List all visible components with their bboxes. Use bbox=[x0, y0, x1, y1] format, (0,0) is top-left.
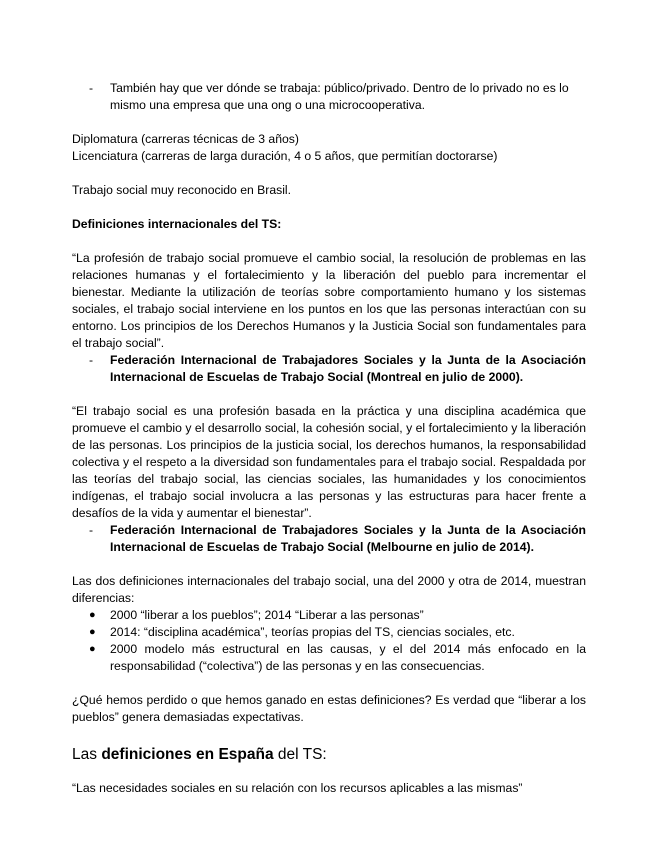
bullet-marker: ● bbox=[89, 643, 96, 655]
degree-line: Diplomatura (carreras técnicas de 3 años) bbox=[72, 132, 299, 146]
list-item bbox=[72, 641, 586, 675]
heading-emphasis: definiciones en España bbox=[101, 746, 274, 763]
list-item bbox=[72, 607, 586, 624]
dash-list-item bbox=[72, 80, 586, 114]
section-heading-spain bbox=[72, 745, 586, 765]
difference-text: 2000 “liberar a los pueblos”; 2014 “Liberar a las personas” bbox=[110, 608, 424, 622]
definition-source-2014 bbox=[72, 522, 586, 556]
source-text: Federación Internacional de Trabajadores Sociales y la Junta de la Asociación Internacional de Escuelas de Trabajo Social (Montreal en julio de 2000). bbox=[110, 353, 586, 384]
list-item-text: También hay que ver dónde se trabaja: público/privado. Dentro de lo privado no es lo mismo una empresa que una ong o una microcooperativa. bbox=[110, 81, 569, 112]
source-text: Federación Internacional de Trabajadores Sociales y la Junta de la Asociación Internacional de Escuelas de Trabajo Social (Melbourne en julio de 2014). bbox=[110, 523, 586, 554]
reflection-question: ¿Qué hemos perdido o que hemos ganado en estas definiciones? Es verdad que “liberar a los pueblos” genera demasiadas expectativas. bbox=[72, 693, 586, 724]
brazil-note: Trabajo social muy reconocido en Brasil. bbox=[72, 183, 292, 197]
dash-marker: - bbox=[89, 81, 94, 95]
comparison-intro: Las dos definiciones internacionales del trabajo social, una del 2000 y otra de 2014, muestran diferencias: bbox=[72, 574, 586, 605]
dash-marker: - bbox=[89, 523, 94, 537]
difference-text: 2000 modelo más estructural en las causas, y el del 2014 más enfocado en la responsabilidad (“colectiva”) de las personas y en las consecuencias. bbox=[110, 642, 586, 673]
definition-quote-2000: “La profesión de trabajo social promueve el cambio social, la resolución de problemas en las relaciones humanas y el fortalecimiento y la liberación del pueblo para incrementar el bienestar. Mediante la utilización de teorías sobre comportamiento humano y los sistemas sociales, el trabajo social interviene en los puntos en los que las personas interactúan con su entorno. Los principios de los Derechos Humanos y la Justicia Social son fundamentales para el trabajo social”. bbox=[72, 251, 586, 350]
definition-source-2000 bbox=[72, 352, 586, 386]
document-page bbox=[72, 80, 586, 797]
bullet-marker: ● bbox=[89, 626, 96, 638]
definition-quote-2014: “El trabajo social es una profesión basada en la práctica y una disciplina académica que promueve el cambio y el desarrollo social, la cohesión social, y el fortalecimiento y la liberación de las personas. Los principios de la justicia social, los derechos humanos, la responsabilidad colectiva y el respeto a la diversidad son fundamentales para el trabajo social. Respaldada por las teorías del trabajo social, las ciencias sociales, las humanidades y los conocimientos indígenas, el trabajo social involucra a las personas y las estructuras para hacer frente a desafíos de la vida y aumentar el bienestar”. bbox=[72, 404, 586, 520]
heading-suffix: del TS: bbox=[273, 746, 327, 763]
degree-line: Licenciatura (carreras de larga duración, 4 o 5 años, que permitían doctorarse) bbox=[72, 149, 498, 163]
dash-marker: - bbox=[89, 353, 94, 367]
difference-text: 2014: “disciplina académica”, teorías propias del TS, ciencias sociales, etc. bbox=[110, 625, 515, 639]
spain-definition-quote: “Las necesidades sociales en su relación con los recursos aplicables a las mismas” bbox=[72, 781, 523, 795]
list-item bbox=[72, 624, 586, 641]
section-heading-international: Definiciones internacionales del TS: bbox=[72, 217, 282, 231]
heading-prefix: Las bbox=[72, 746, 102, 763]
bullet-marker: ● bbox=[89, 609, 96, 621]
